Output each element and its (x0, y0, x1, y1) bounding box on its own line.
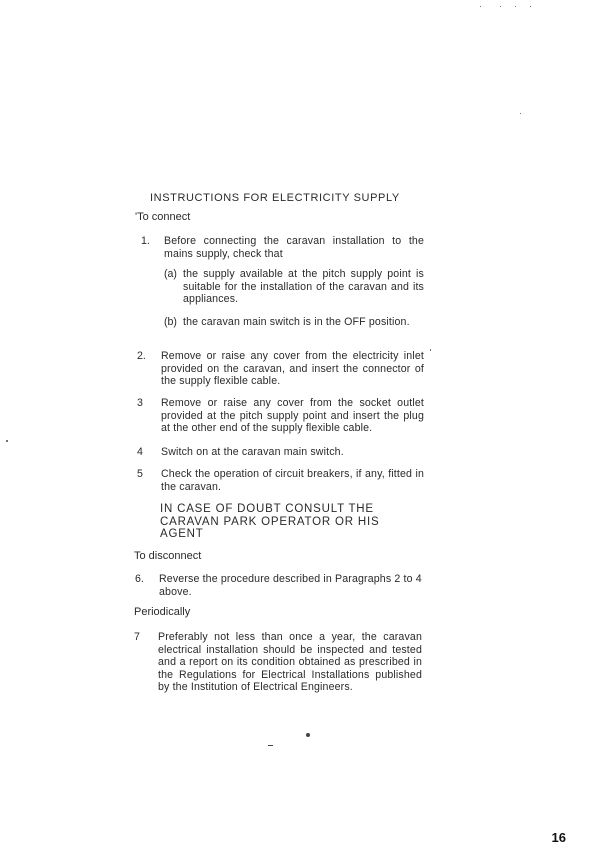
item-number: 3 (137, 397, 143, 409)
item-number: 1. (141, 235, 150, 247)
warning-notice: IN CASE OF DOUBT CONSULT THE CARAVAN PARK OPERATOR OR HIS AGENT (160, 503, 380, 540)
subitem-text: the supply available at the pitch supply point is suitable for the installation of the caravan and its appliances. (183, 268, 424, 305)
scan-speck (430, 349, 431, 351)
scan-speck (500, 6, 501, 7)
scan-speck (480, 6, 481, 7)
scan-speck (515, 6, 516, 7)
subitem-text: the caravan main switch is in the OFF position. (183, 316, 410, 328)
scan-speck (530, 6, 531, 7)
item-text: Reverse the procedure described in Paragraphs 2 to 4 above. (159, 573, 422, 598)
scan-speck (306, 733, 310, 737)
scan-speck (520, 113, 521, 114)
item-text: Remove or raise any cover from the electricity inlet provided on the caravan, and insert the connector of the supply flexible cable. (161, 350, 424, 387)
item-text: Before connecting the caravan installation to the mains supply, check that (164, 235, 424, 260)
scan-speck (268, 745, 273, 746)
page-title: INSTRUCTIONS FOR ELECTRICITY SUPPLY (150, 192, 400, 204)
subitem-label: (a) (164, 268, 177, 280)
subitem-label: (b) (164, 316, 177, 328)
item-text: Switch on at the caravan main switch. (161, 446, 344, 458)
section-heading-connect: 'To connect (135, 211, 191, 223)
item-text: Check the operation of circuit breakers, if any, fitted in the caravan. (161, 468, 424, 493)
item-number: 4 (137, 446, 143, 458)
section-heading-periodically: Periodically (134, 606, 191, 618)
section-heading-disconnect: To disconnect (134, 550, 202, 562)
item-number: 6. (135, 573, 144, 585)
item-text: Preferably not less than once a year, the caravan electrical installation should be inspected and tested and a report on its condition obtained as prescribed in the Regulations for Electrical Installations published by the Institution of Electrical Engineers. (158, 631, 422, 693)
scan-speck (6, 440, 8, 442)
item-text: Remove or raise any cover from the socket outlet provided at the pitch supply point and insert the plug at the other end of the supply flexible cable. (161, 397, 424, 434)
page-number: 16 (551, 830, 566, 845)
item-number: 7 (134, 631, 140, 643)
item-number: 5 (137, 468, 143, 480)
item-number: 2. (137, 350, 146, 362)
